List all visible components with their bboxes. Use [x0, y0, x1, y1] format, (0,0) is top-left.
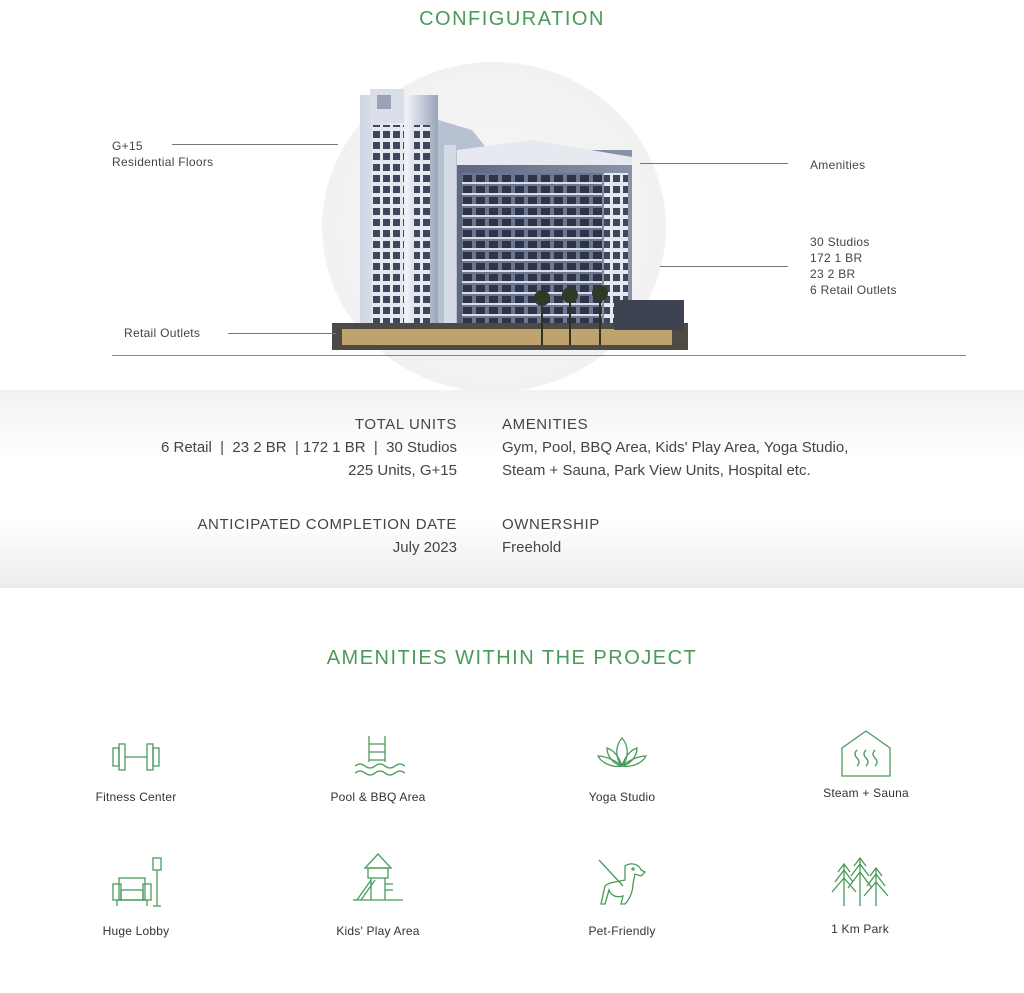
sauna-icon [839, 728, 893, 780]
amenity-1km-park [760, 854, 960, 936]
amenity-label: Steam + Sauna [823, 786, 909, 800]
callout-units-1br: 172 1 BR [810, 251, 863, 265]
playhouse-slide-icon [351, 850, 405, 904]
callout-floors-count: G+15 [112, 139, 143, 153]
amenity-label: Pet-Friendly [588, 924, 656, 938]
amenity-steam-sauna [766, 728, 966, 800]
amenity-label: 1 Km Park [831, 922, 889, 936]
building-illustration [332, 85, 688, 355]
amenity-pool-bbq [278, 732, 478, 804]
callout-floors [112, 138, 213, 170]
lotus-icon [595, 732, 649, 780]
pool-ladder-icon [351, 732, 405, 780]
dog-icon [595, 856, 649, 910]
total-units-breakdown: 6 Retail | 23 2 BR | 172 1 BR | 30 Studios [160, 439, 457, 456]
amenity-kids-play-area [278, 850, 478, 938]
amenity-label: Fitness Center [95, 790, 177, 804]
leader-line-units [660, 266, 788, 267]
amenities-list-line2: Steam + Sauna, Park View Units, Hospital etc. [502, 462, 811, 479]
callout-units-studios: 30 Studios [810, 235, 870, 249]
dumbbell-icon [109, 732, 163, 780]
amenity-pet-friendly [522, 856, 722, 938]
amenity-huge-lobby [36, 856, 236, 938]
amenities-list-line1: Gym, Pool, BBQ Area, Kids' Play Area, Yoga Studio, [502, 439, 849, 456]
total-units-block [161, 413, 457, 482]
ownership-block [502, 513, 600, 559]
callout-amenities: Amenities [810, 158, 866, 172]
armchair-lamp-icon [109, 856, 163, 910]
amenity-label: Yoga Studio [588, 790, 656, 804]
callout-units-retail: 6 Retail Outlets [810, 283, 897, 297]
leader-line-retail [228, 333, 336, 334]
amenities-block [502, 413, 848, 482]
total-units-heading: TOTAL UNITS [354, 416, 457, 433]
completion-block [197, 513, 457, 559]
pine-trees-icon [830, 854, 890, 910]
ownership-heading: OWNERSHIP [502, 516, 600, 533]
completion-date: July 2023 [392, 539, 457, 556]
callout-units-2br: 23 2 BR [810, 267, 856, 281]
amenity-label: Huge Lobby [102, 924, 170, 938]
amenities-section-title: AMENITIES WITHIN THE PROJECT [326, 647, 698, 669]
ownership-value: Freehold [502, 539, 562, 556]
leader-line-floors [172, 144, 338, 145]
callout-retail: Retail Outlets [124, 326, 201, 340]
completion-heading: ANTICIPATED COMPLETION DATE [197, 516, 457, 533]
total-units-summary: 225 Units, G+15 [348, 462, 457, 479]
ground-line [112, 355, 966, 356]
amenity-fitness-center [36, 732, 236, 804]
amenity-yoga-studio [522, 732, 722, 804]
callout-floors-label: Residential Floors [112, 155, 214, 169]
leader-line-amenities [640, 163, 788, 164]
callout-units [810, 234, 897, 298]
amenity-label: Kids' Play Area [336, 924, 420, 938]
amenity-label: Pool & BBQ Area [330, 790, 426, 804]
amenities-heading: AMENITIES [502, 416, 589, 433]
configuration-title: CONFIGURATION [419, 8, 605, 30]
